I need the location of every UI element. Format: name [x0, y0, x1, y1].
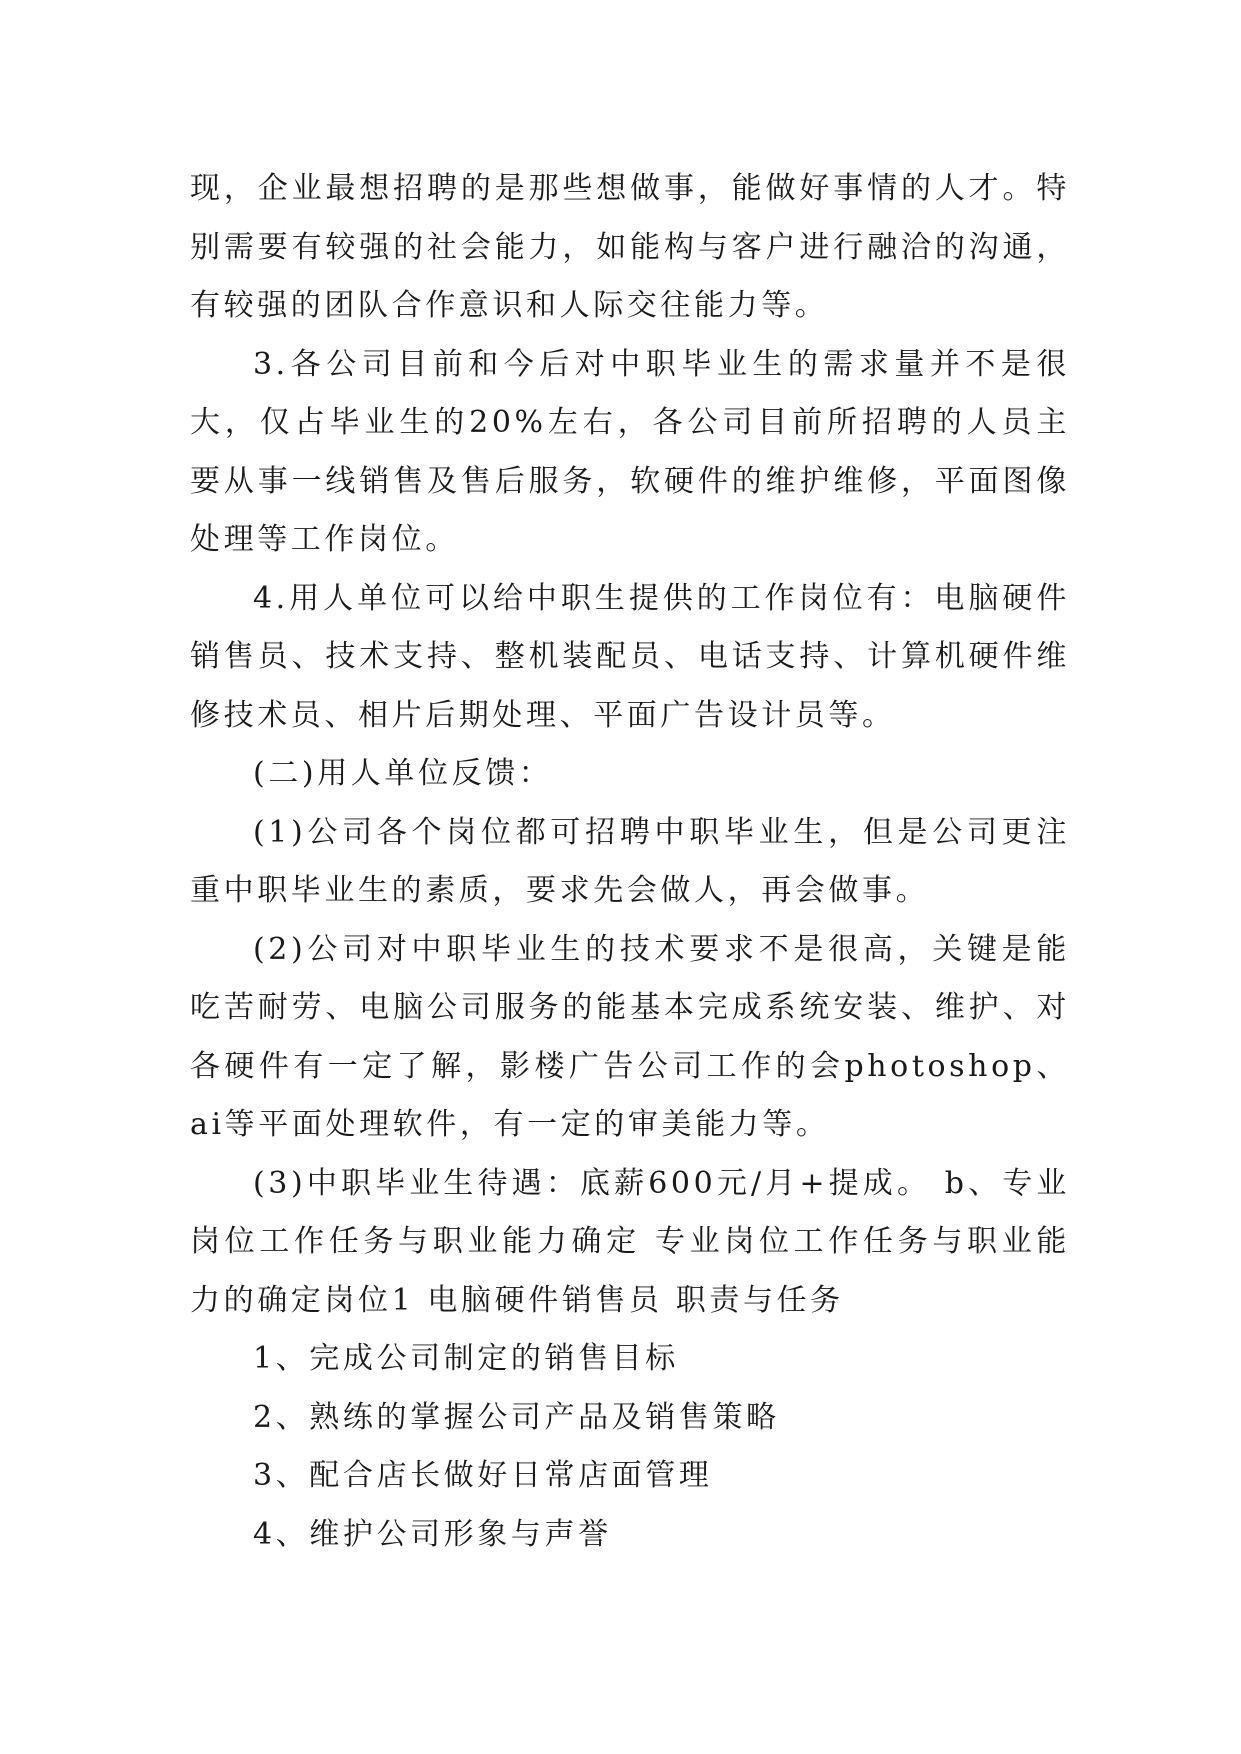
paragraph-feedback-1: (1)公司各个岗位都可招聘中职毕业生，但是公司更注重中职毕业生的素质，要求先会做人，再会做事。: [190, 814, 1070, 908]
paragraph-item-4: 4.用人单位可以给中职生提供的工作岗位有：电脑硬件销售员、技术支持、整机装配员、电话支持、计算机硬件维修技术员、相片后期处理、平面广告设计员等。: [190, 580, 1070, 733]
section-heading-feedback: (二)用人单位反馈：: [253, 756, 553, 791]
paragraph-feedback-3: (3)中职毕业生待遇：底薪600元/月+提成。 b、专业岗位工作任务与职业能力确定 专业岗位工作任务与职业能力的确定岗位1 电脑硬件销售员 职责与任务: [190, 1165, 1070, 1318]
document-body: [190, 160, 1070, 1564]
paragraph-item-3: 3.各公司目前和今后对中职毕业生的需求量并不是很大，仅占毕业生的20%左右，各公司目前所招聘的人员主要从事一线销售及售后服务，软硬件的维护维修，平面图像处理等工作岗位。: [190, 346, 1070, 557]
paragraph-feedback-2: (2)公司对中职毕业生的技术要求不是很高，关键是能吃苦耐劳、电脑公司服务的能基本完成系统安装、维护、对各硬件有一定了解，影楼广告公司工作的会photoshop、ai等平面处理软件，有一定的审美能力等。: [190, 931, 1070, 1142]
list-item-task-1: 1、完成公司制定的销售目标: [253, 1341, 679, 1376]
list-item-task-2: 2、熟练的掌握公司产品及销售策略: [253, 1399, 780, 1435]
list-item-task-4: 4、维护公司形象与声誉: [253, 1516, 612, 1552]
list-item-task-3: 3、配合店长做好日常店面管理: [253, 1458, 713, 1493]
paragraph-intro: 现，企业最想招聘的是那些想做事，能做好事情的人才。特别需要有较强的社会能力，如能构与客户进行融洽的沟通，有较强的团队合作意识和人际交往能力等。: [190, 171, 1070, 323]
